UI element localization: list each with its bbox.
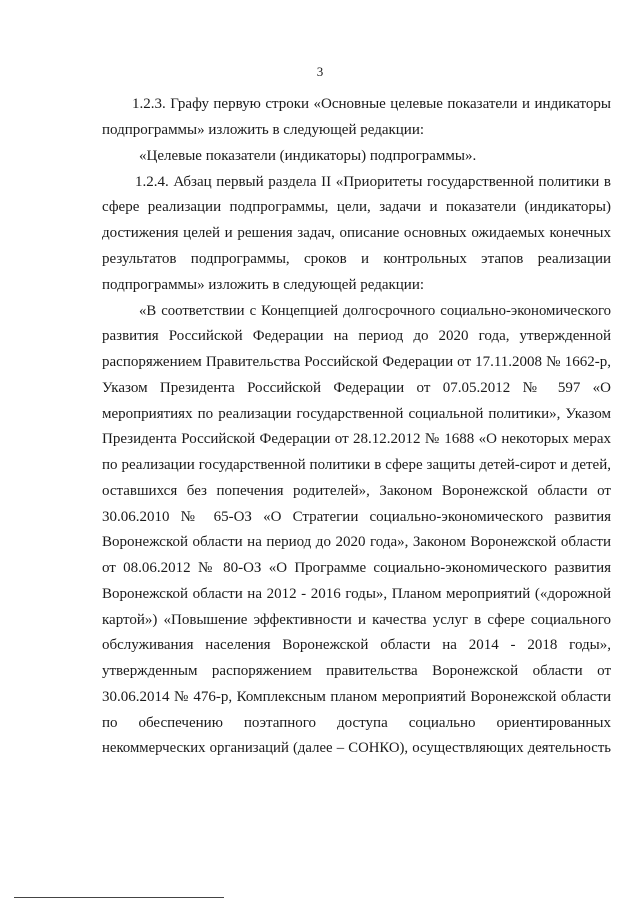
text-line: Указом Президента Российской Федерации от 07.05.2012 № 597 «О — [102, 380, 611, 396]
text-line: Воронежской области на 2012 - 2016 годы», Планом мероприятий («дорожной — [102, 586, 611, 602]
text-line: Президента Российской Федерации от 28.12.2012 № 1688 «О некоторых мерах — [102, 431, 611, 447]
text-line: утвержденным распоряжением правительства Воронежской области от — [102, 663, 611, 679]
text-line: 30.06.2014 № 476-р, Комплексным планом мероприятий Воронежской области — [102, 689, 611, 705]
text-line: мероприятиях по реализации государственной социальной политики», Указом — [102, 406, 611, 422]
text-line: от 08.06.2012 № 80-ОЗ «О Программе социально-экономического развития — [102, 560, 611, 576]
text-line: по обеспечению поэтапного доступа социально ориентированных — [102, 715, 611, 731]
text-line: картой») «Повышение эффективности и качества услуг в сфере социального — [102, 612, 611, 628]
page-number: 3 — [316, 64, 324, 79]
text-line: «В соответствии с Концепцией долгосрочного социально-экономического — [139, 303, 611, 319]
text-line: подпрограммы» изложить в следующей редакции: — [102, 122, 425, 138]
text-line: результатов подпрограммы, сроков и контрольных этапов реализации — [102, 251, 611, 267]
text-line: 1.2.3. Графу первую строки «Основные целевые показатели и индикаторы — [132, 96, 611, 112]
text-line: оставшихся без попечения родителей», Законом Воронежской области от — [102, 483, 611, 499]
text-line: развития Российской Федерации на период до 2020 года, утвержденной — [102, 328, 611, 344]
text-line: 1.2.4. Абзац первый раздела II «Приоритеты государственной политики в — [135, 174, 611, 190]
text-line: достижения целей и решения задач, описание основных ожидаемых конечных — [102, 225, 611, 241]
text-line: Воронежской области на период до 2020 года», Законом Воронежской области — [102, 534, 611, 550]
text-line: распоряжением Правительства Российской Федерации от 17.11.2008 № 1662-р, — [102, 354, 611, 370]
text-line: 30.06.2010 № 65-ОЗ «О Стратегии социально-экономического развития — [102, 509, 611, 525]
text-line: обслуживания населения Воронежской области на 2014 - 2018 годы», — [102, 637, 611, 653]
text-line: некоммерческих организаций (далее – СОНКО), осуществляющих деятельность — [102, 740, 611, 756]
text-line: по реализации государственной политики в сфере защиты детей-сирот и детей, — [102, 457, 611, 473]
footer-divider — [14, 897, 224, 898]
text-line: сфере реализации подпрограммы, цели, задачи и показатели (индикаторы) — [102, 199, 611, 215]
text-line: подпрограммы» изложить в следующей редакции: — [102, 277, 425, 293]
text-line: «Целевые показатели (индикаторы) подпрограммы». — [139, 148, 477, 164]
